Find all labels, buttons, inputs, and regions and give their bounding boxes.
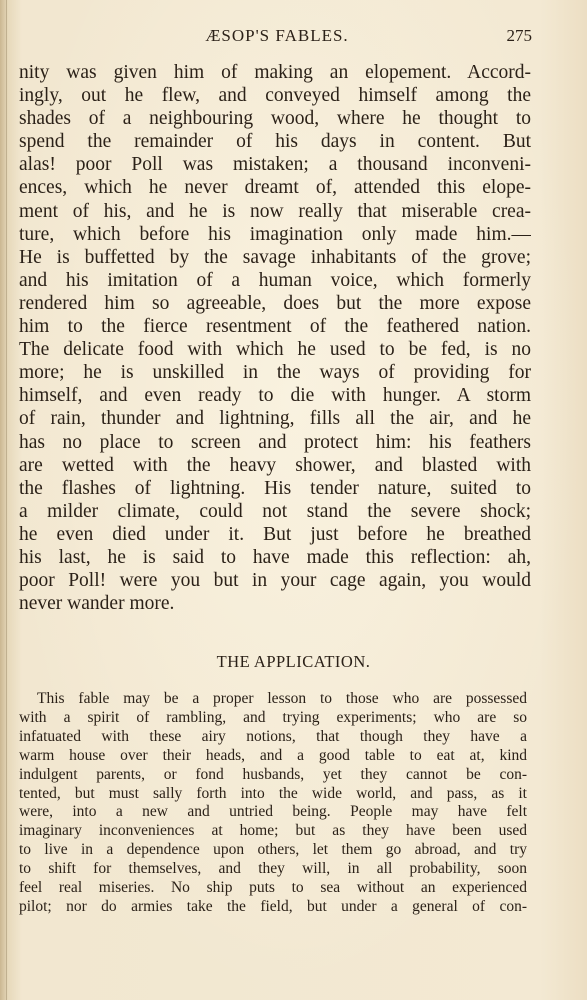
- application-line: This fable may be a proper lesson to those who are possessed: [37, 690, 527, 707]
- application-line: indulgent parents, or fond husbands, yet they cannot be con-: [19, 765, 527, 783]
- text-line: and his imitation of a human voice, which formerly: [19, 269, 531, 291]
- running-title: ÆSOP'S FABLES.: [205, 26, 349, 45]
- application-line: with a spirit of rambling, and trying experiments; who are so: [19, 708, 527, 726]
- application-line: infatuated with these airy notions, that though they have a: [19, 727, 527, 745]
- text-line: shades of a neighbouring wood, where he thought to: [19, 108, 531, 130]
- text-line: The delicate food with which he used to be fed, is no: [19, 339, 531, 361]
- application-line: pilot; nor do armies take the field, but under a general of con-: [19, 897, 527, 915]
- text-line: rendered him so agreeable, does but the more expose: [19, 292, 531, 314]
- text-line: spend the remainder of his days in content. But: [19, 131, 531, 153]
- text-line: poor Poll! were you but in your cage again, you would: [19, 570, 531, 592]
- text-line: ences, which he never dreamt of, attended this elope-: [19, 177, 531, 199]
- text-line: never wander more.: [19, 593, 175, 615]
- application-line: to live in a dependence upon others, let them go abroad, and try: [19, 841, 527, 859]
- application-line: were, into a new and untried being. People may have felt: [19, 803, 527, 821]
- page-number: 275: [506, 26, 532, 45]
- text-line: himself, and even ready to die with hunger. A storm: [19, 385, 531, 407]
- section-heading: THE APPLICATION.: [216, 652, 371, 671]
- text-line: his last, he is said to have made this reflection: ah,: [19, 546, 531, 568]
- running-head: [22, 26, 532, 50]
- text-line: he even died under it. But just before he breathed: [19, 523, 531, 545]
- application-line: feel real miseries. No ship puts to sea without an experienced: [19, 879, 527, 897]
- application-line: tented, but must sally forth into the wide world, and pass, as it: [19, 784, 527, 802]
- text-line: has no place to screen and protect him: his feathers: [19, 431, 531, 453]
- text-line: alas! poor Poll was mistaken; a thousand inconveni-: [19, 154, 531, 176]
- text-line: the flashes of lightning. His tender nature, suited to: [19, 477, 531, 499]
- application-line: imaginary inconveniences at home; but as they have been used: [19, 822, 527, 840]
- application-line: warm house over their heads, and a good table to eat at, kind: [19, 746, 527, 764]
- page-gutter-edge: [6, 0, 7, 1000]
- text-line: ture, which before his imagination only made him.—: [19, 223, 531, 245]
- application-text: [19, 690, 527, 917]
- text-line: him to the fierce resentment of the feathered nation.: [19, 316, 531, 338]
- text-line: more; he is unskilled in the ways of providing for: [19, 362, 531, 384]
- text-line: a milder climate, could not stand the severe shock;: [19, 500, 531, 522]
- text-line: He is buffetted by the savage inhabitants of the grove;: [19, 246, 531, 268]
- application-line: to shift for themselves, and they will, in all probability, soon: [19, 860, 527, 878]
- text-line: ingly, out he flew, and conveyed himself among the: [19, 85, 531, 107]
- text-line: nity was given him of making an elopement. Accord-: [19, 62, 531, 83]
- text-line: are wetted with the heavy shower, and blasted with: [19, 454, 531, 476]
- fable-body-text: [19, 61, 531, 615]
- text-line: of rain, thunder and lightning, fills all the air, and he: [19, 408, 531, 430]
- text-line: ment of his, and he is now really that miserable crea-: [19, 200, 531, 222]
